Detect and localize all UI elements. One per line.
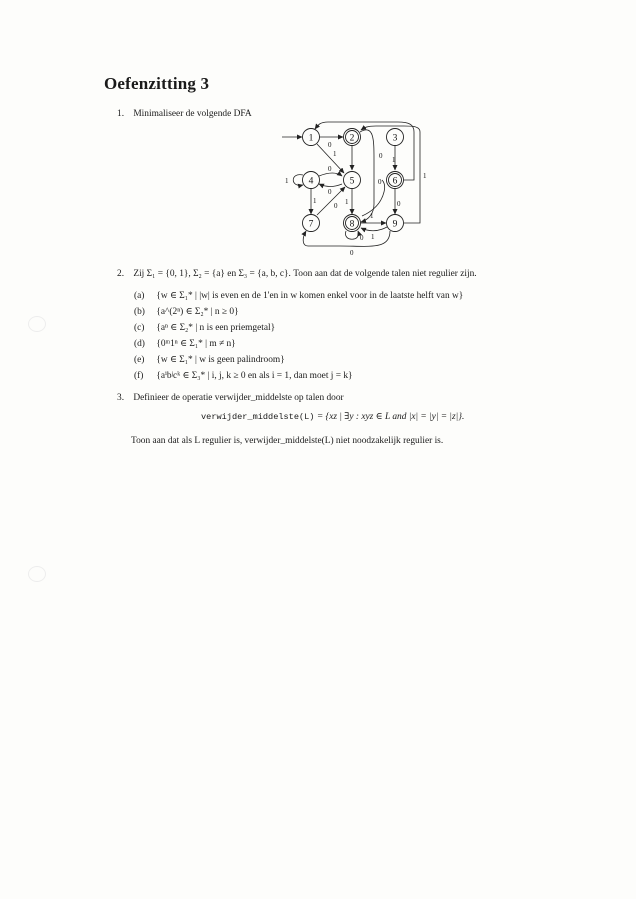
- exercise-number: 2.: [117, 269, 125, 279]
- subitem-label: (a): [134, 291, 145, 301]
- edge-label: 1: [285, 177, 289, 185]
- subitem-d: [134, 338, 236, 350]
- subitem-text: {a^(2ⁿ) ∈ Σ₂* | n ≥ 0}: [156, 307, 239, 317]
- scan-smudge: [28, 566, 46, 582]
- edge-label: 0: [328, 188, 332, 196]
- subitem-label: (e): [134, 355, 145, 365]
- edge-label: 0: [334, 202, 338, 210]
- svg-text:7: 7: [308, 219, 314, 230]
- edge-4-4: [293, 175, 303, 186]
- edge-8-8: [345, 231, 358, 239]
- subitem-f: [134, 370, 353, 382]
- svg-text:5: 5: [349, 176, 355, 187]
- exercise-text: Definieer de operatie verwijder_middelste op talen door: [133, 393, 344, 403]
- subitem-a: [134, 290, 463, 302]
- exercise-text: Minimaliseer de volgende DFA: [133, 109, 252, 119]
- subitem-text: {aⁱbʲcᵏ ∈ Σ₃* | i, j, k ≥ 0 en als i = 1, dan moet j = k}: [156, 371, 353, 381]
- edge-9-8: [361, 227, 387, 231]
- subitem-text: {w ∈ Σ₁* | |w| is even en de 1'en in w komen enkel voor in de laatste helft van w}: [156, 291, 464, 301]
- edge-9-7: [303, 231, 390, 246]
- subitem-text: {w ∈ Σ₁* | w is geen palindroom}: [156, 355, 285, 365]
- svg-text:4: 4: [308, 176, 314, 187]
- dfa-edge-labels: [285, 141, 427, 257]
- exercise-number: 1.: [117, 109, 125, 119]
- page-title: Oefenzitting 3: [104, 74, 210, 93]
- edge-label: 0: [328, 165, 332, 173]
- exercise-3: [117, 392, 344, 404]
- edge-label: 0: [397, 200, 401, 208]
- edge-4-5: [319, 173, 342, 176]
- state-2: [344, 129, 361, 146]
- state-3: [387, 129, 404, 146]
- edge-9-2: [361, 126, 420, 223]
- edge-2-8: [360, 130, 374, 222]
- state-1: [303, 129, 320, 146]
- edge-label: 1: [313, 197, 317, 205]
- svg-text:8: 8: [349, 219, 355, 230]
- svg-text:9: 9: [392, 219, 398, 230]
- edge-label: 1: [333, 150, 337, 158]
- exercise-1: [117, 108, 252, 120]
- svg-text:6: 6: [392, 176, 398, 187]
- subitem-label: (b): [134, 307, 145, 317]
- subitem-label: (f): [134, 371, 144, 381]
- edge-label: 0: [379, 152, 383, 160]
- state-7: [303, 215, 320, 232]
- edge-label: 0: [350, 249, 354, 257]
- exercise-number: 3.: [117, 393, 125, 403]
- state-5: [344, 172, 361, 189]
- formula-lhs: verwijder_middelste(L): [201, 412, 315, 422]
- exercise-2: [117, 268, 477, 280]
- exercise-text: Zij Σ₁ = {0, 1}, Σ₂ = {a} en Σ₃ = {a, b, c}. Toon aan dat de volgende talen niet regulier zijn.: [133, 269, 477, 279]
- subitem-label: (d): [134, 339, 145, 349]
- subitem-text: {aⁿ ∈ Σ₂* | n is een priemgetal}: [156, 323, 276, 333]
- state-4: [303, 172, 320, 189]
- conclusion-text: Toon aan dat als L regulier is, verwijder_middelste(L) niet noodzakelijk regulier is.: [131, 436, 444, 446]
- formula-rhs: = {xz | ∃y : xyz ∈ L and |x| = |y| = |z|}.: [316, 412, 465, 422]
- svg-text:3: 3: [392, 133, 398, 144]
- dfa-states: [303, 129, 404, 232]
- edge-label: 1: [370, 212, 374, 220]
- subitem-e: [134, 354, 285, 366]
- dfa-diagram: [280, 120, 440, 260]
- edge-5-4: [319, 184, 342, 187]
- edge-label: 0: [328, 141, 332, 149]
- state-8: [344, 215, 361, 232]
- edge-label: 0: [360, 234, 364, 242]
- state-6: [387, 172, 404, 189]
- edge-label: 1: [371, 233, 375, 241]
- definition-formula: [201, 411, 464, 422]
- subitem-label: (c): [134, 323, 145, 333]
- edge-label: 1: [392, 156, 396, 164]
- edge-label: 1: [345, 198, 349, 206]
- subitem-text: {0ᵐ1ⁿ ∈ Σ₁* | m ≠ n}: [156, 339, 236, 349]
- svg-text:1: 1: [308, 133, 314, 144]
- scan-smudge: [28, 316, 46, 332]
- state-9: [387, 215, 404, 232]
- subitem-b: [134, 306, 239, 318]
- svg-text:2: 2: [349, 133, 355, 144]
- edge-label: 1: [423, 172, 427, 180]
- subitem-c: [134, 322, 275, 334]
- edge-label: 0: [378, 178, 382, 186]
